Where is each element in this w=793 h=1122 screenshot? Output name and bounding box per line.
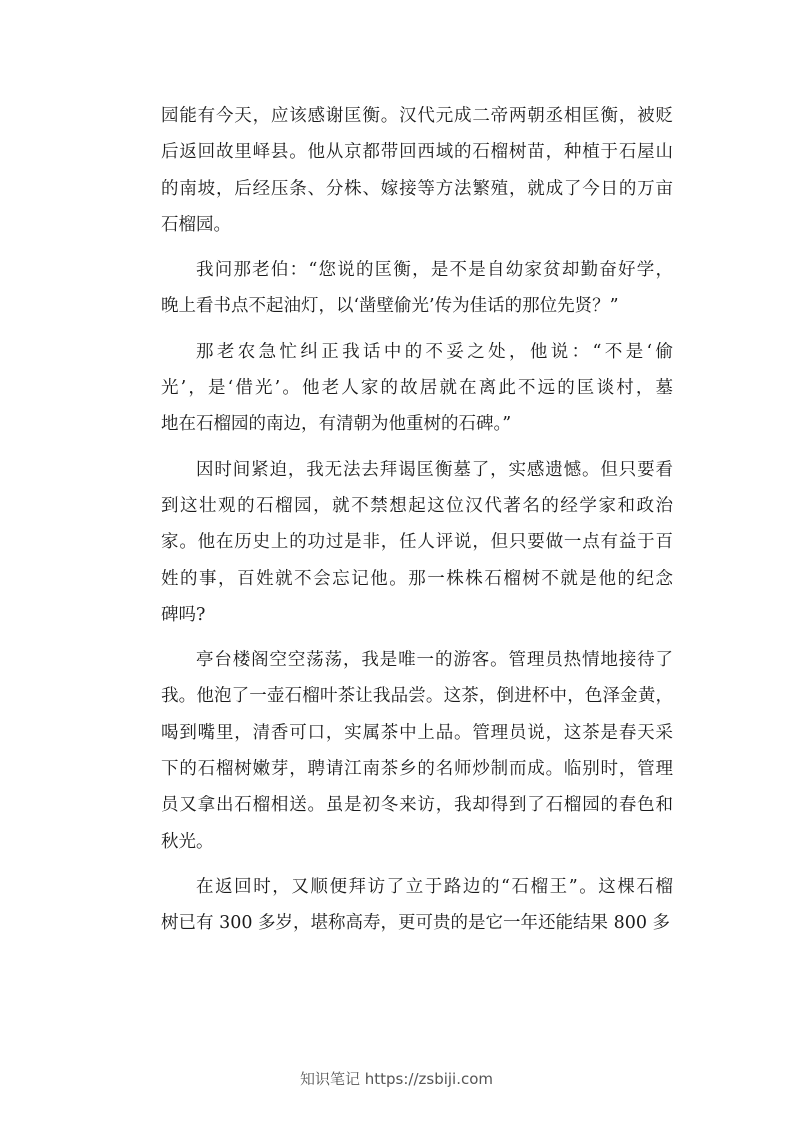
paragraph: [161, 642, 673, 860]
text-line: 地在石榴园的南边，有清朝为他重树的石碑。”: [161, 414, 512, 435]
paragraph: [161, 334, 673, 443]
text-line: 到这壮观的石榴园，就不禁想起这位汉代著名的经学家和政治: [161, 495, 673, 516]
text-line: 秋光。: [161, 831, 214, 852]
text-line: 我问那老伯：“您说的匡衡，是不是自幼家贫却勤奋好学，: [196, 260, 673, 281]
text-line: 树已有 300 多岁，堪称高寿，更可贵的是它一年还能结果 800 多: [161, 913, 671, 934]
text-line: 下的石榴树嫩芽，聘请江南茶乡的名师炒制而成。临别时，管理: [161, 759, 673, 780]
text-line: 后返回故里峄县。他从京都带回西域的石榴树苗，种植于石屋山: [161, 142, 673, 163]
page-footer: 知识笔记 https://zsbiji.com: [299, 1070, 494, 1088]
text-line: 石榴园。: [161, 214, 231, 235]
paragraph: [161, 98, 673, 243]
text-line: 园能有今天，应该感谢匡衡。汉代元成二帝两朝丞相匡衡，被贬: [161, 106, 673, 126]
text-line: 因时间紧迫，我无法去拜谒匡衡墓了，实感遗憾。但只要看: [196, 459, 673, 480]
text-line: 亭台楼阁空空荡荡，我是唯一的游客。管理员热情地接待了: [196, 650, 673, 671]
paragraph: [161, 869, 673, 942]
text-line: 碑吗?: [161, 604, 206, 625]
text-line: 喝到嘴里，清香可口，实属茶中上品。管理员说，这茶是春天采: [161, 722, 673, 743]
text-line: 我。他泡了一壶石榴叶茶让我品尝。这茶，倒进杯中，色泽金黄，: [161, 686, 673, 707]
text-line: 在返回时，又顺便拜访了立于路边的“石榴王”。这棵石榴: [196, 876, 673, 897]
body-text: [161, 98, 673, 951]
paragraph: [161, 252, 673, 325]
text-line: 姓的事，百姓就不会忘记他。那一株株石榴树不就是他的纪念: [161, 568, 673, 589]
text-line: 的南坡，后经压条、分株、嫁接等方法繁殖，就成了今日的万亩: [161, 178, 673, 199]
text-line: 晚上看书点不起油灯，以‘凿壁偷光’传为佳话的那位先贤？”: [161, 296, 619, 317]
paragraph: [161, 452, 673, 633]
text-line: 光’，是‘借光’。他老人家的故居就在离此不远的匡谈村，墓: [161, 378, 673, 399]
text-line: 家。他在历史上的功过是非，任人评说，但只要做一点有益于百: [161, 532, 673, 553]
text-line: 员又拿出石榴相送。虽是初冬来访，我却得到了石榴园的春色和: [161, 795, 673, 816]
text-line: 那老农急忙纠正我话中的不妥之处，他说：“不是‘偷: [196, 341, 673, 362]
